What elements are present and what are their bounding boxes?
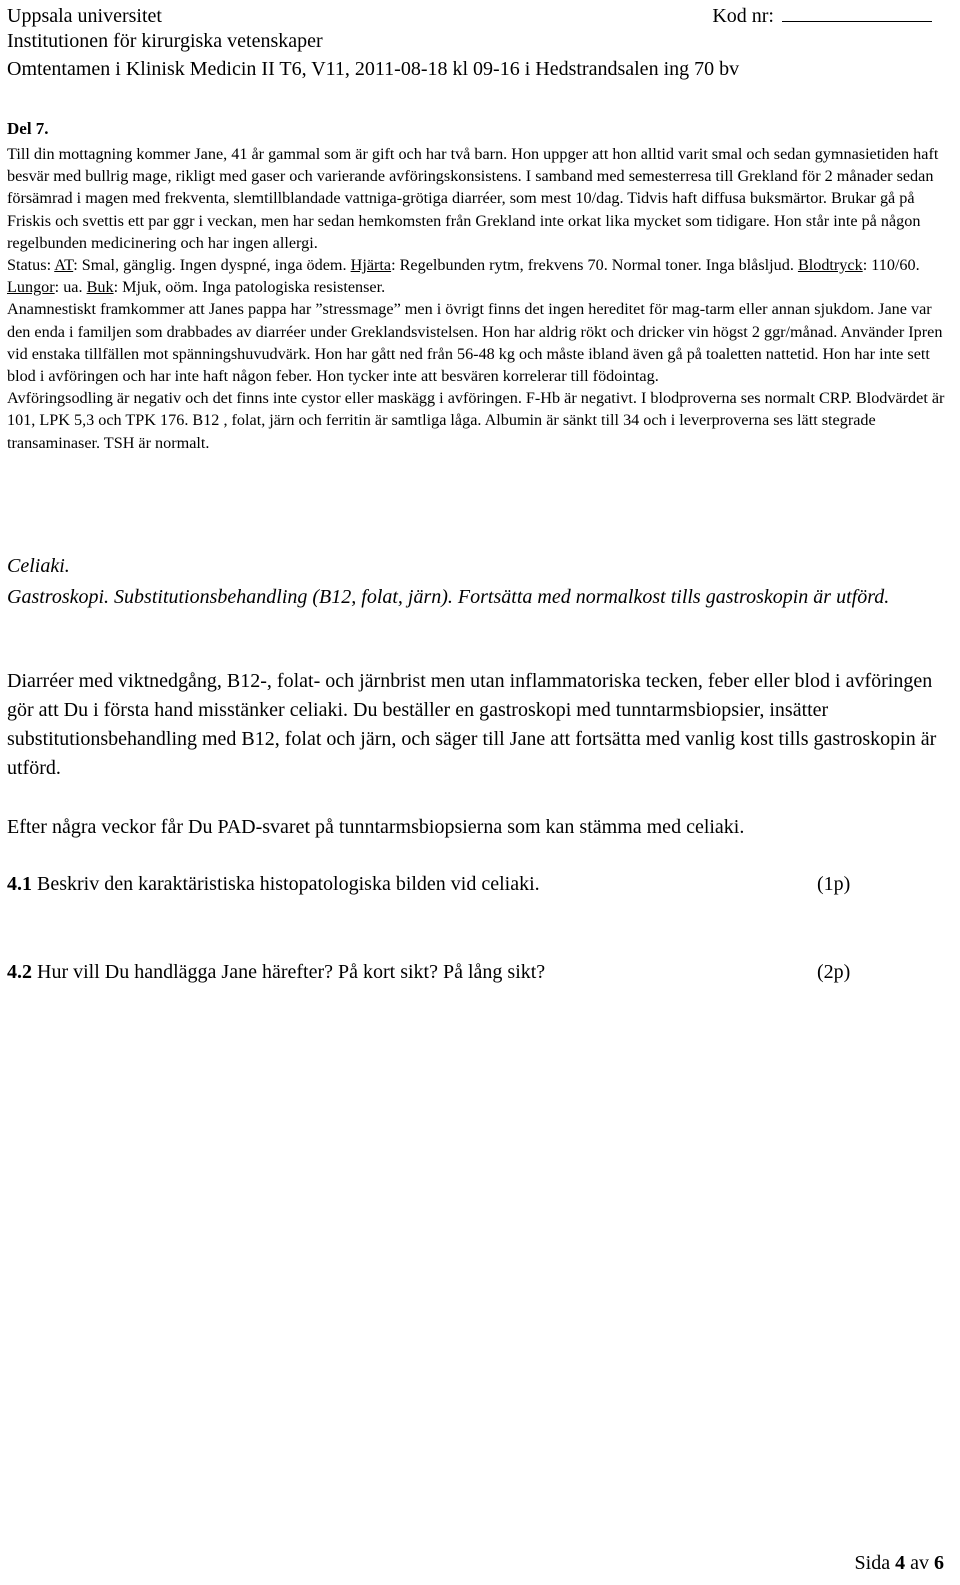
bp-text: : 110/60.	[862, 256, 920, 275]
at-label: AT	[54, 256, 74, 275]
question-text: Beskriv den karaktäristiska histopatologiska bilden vid celiaki.	[32, 873, 540, 895]
status-prefix: Status:	[7, 256, 55, 275]
exam-title: Omtentamen i Klinisk Medicin II T6, V11, 2011-08-18 kl 09-16 i Hedstrandsalen ing 70 bv	[7, 58, 740, 80]
question-4-1	[7, 870, 540, 898]
abdomen-label: Buk	[86, 278, 114, 297]
code-blank-line	[782, 5, 932, 22]
total-pages: 6	[934, 1552, 944, 1574]
answer-plan: Gastroskopi. Substitutionsbehandling (B12, folat, järn). Fortsätta med normalkost tills gastroskopin är utförd.	[7, 586, 890, 608]
institution-name: Institutionen för kirurgiska vetenskaper	[7, 30, 323, 52]
current-page: 4	[895, 1552, 906, 1574]
case-history: Till din mottagning kommer Jane, 41 år gammal som är gift och har två barn. Hon uppger att hon alltid varit smal och sedan gymnasietiden haft besvär med bullrig mage, rikligt med gaser och varierande avföringskonsistens. I samband med semesterresa till Grekland för 2 månader sedan försämrad i magen med frekventa, slemtillblandade vattniga-grötiga diarréer, som mest 10/dag. Tidvis haft diffusa buksmärtor. Brukar gå på Friskis och svettis ett par ggr i veckan, men har sedan hemkomsten från Grekland inte orkat lika mycket som tidigare. Hon står inte på någon regelbunden medicinering och har ingen allergi.	[7, 145, 939, 252]
question-number: 4.2	[7, 961, 32, 983]
lungs-text: : ua.	[54, 278, 87, 297]
pad-paragraph: Efter några veckor får Du PAD-svaret på tunntarmsbiopsierna som kan stämma med celiaki.	[7, 816, 745, 838]
heart-text: : Regelbunden rytm, frekvens 70. Normal toner. Inga blåsljud.	[391, 256, 798, 275]
question-number: 4.1	[7, 873, 32, 895]
university-name: Uppsala universitet	[7, 5, 162, 27]
abdomen-text: : Mjuk, oöm. Inga patologiska resistenser.	[113, 278, 386, 297]
heart-label: Hjärta	[350, 256, 392, 275]
discussion-paragraph: Diarréer med viktnedgång, B12-, folat- och järnbrist men utan inflammatoriska tecken, feber eller blod i avföringen gör att Du i första hand misstänker celiaki. Du beställer en gastroskopi med tunntarmsbiopsier, insätter substitutionsbehandling med B12, folat och järn, och säger till Jane att fortsätta med vanlig kost tills gastroskopin är utförd.	[7, 670, 937, 779]
question-points: (2p)	[817, 961, 851, 983]
lungs-label: Lungor	[7, 278, 55, 297]
page-number	[855, 1549, 944, 1577]
code-label: Kod nr:	[712, 5, 774, 27]
question-text: Hur vill Du handlägga Jane härefter? På kort sikt? På lång sikt?	[32, 961, 546, 983]
page-label: Sida	[854, 1552, 896, 1574]
case-description	[7, 143, 952, 454]
section-title: Del 7.	[7, 119, 49, 138]
question-4-2	[7, 958, 545, 986]
question-points: (1p)	[817, 873, 851, 895]
answer-diagnosis: Celiaki.	[7, 555, 70, 577]
at-text: : Smal, gänglig. Ingen dyspné, inga ödem.	[73, 256, 351, 275]
of-label: av	[905, 1552, 934, 1574]
case-status	[7, 254, 952, 298]
case-anamnesis: Anamnestiskt framkommer att Janes pappa har ”stressmage” men i övrigt finns det ingen hereditet för mag-tarm eller annan sjukdom. Jane var den enda i familjen som drabbades av diarréer under Greklandsvistelsen. Hon har aldrig rökt och dricker vin högst 2 ggr/månad. Använder Ipren vid enstaka tillfällen mot spänningshuvudvärk. Hon har gått ned från 56-48 kg och måste ibland även gå på toaletten nattetid. Hon har inte sett blod i avföringen och har inte haft någon feber. Hon tycker inte att besvären korrelerar till födointag.	[7, 300, 943, 386]
case-labs: Avföringsodling är negativ och det finns inte cystor eller maskägg i avföringen. F-Hb är negativt. I blodproverna ses normalt CRP. Blodvärdet är 101, LPK 5,3 och TPK 176. B12 , folat, järn och ferritin är samtliga låga. Albumin är sänkt till 34 och i leverproverna ses lätt stegrade transaminaser. TSH är normalt.	[7, 389, 945, 452]
bp-label: Blodtryck	[797, 256, 863, 275]
code-number-field	[712, 5, 932, 28]
